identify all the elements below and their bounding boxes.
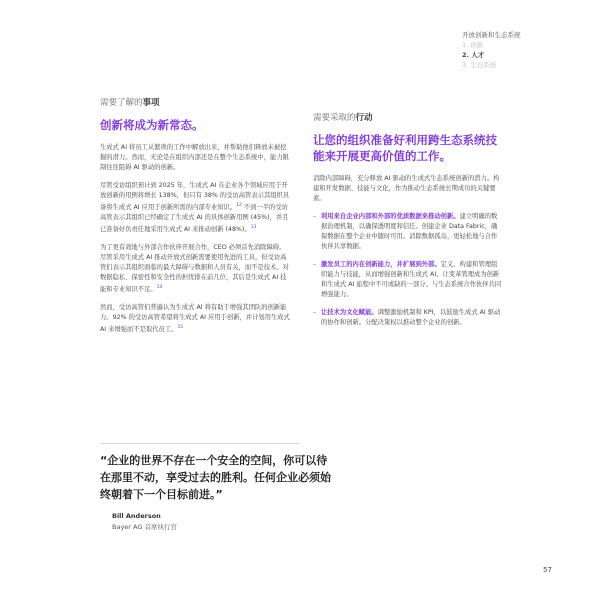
footnote-ref[interactable]: 15: [177, 325, 184, 331]
bullet-body: 建立明确的数据治理机制，以确保透明度和信任。创建企业 Data Fabric，确保数据在整个企业中随时可用。消除数据孤岛，更轻松地与合作伙伴共享数据。: [321, 213, 498, 250]
footnote-ref[interactable]: 13: [250, 225, 257, 231]
paragraph-text: 尽管受访组织预计到 2025 年，生成式 AI 在企业各个领域应用于开放创新的用例将增长 138%，但只有 38% 的受访高管表示其组织具备将生成式 AI 应用于创新所需的内部专业知识。: [100, 182, 290, 212]
page-number: 57: [543, 566, 552, 574]
list-item: [313, 308, 503, 328]
paragraph-text: 生成式 AI 将员工从繁琐的工作中解放出来，并帮助他们释放未被挖掘的潜力。然而，无论是在组织内部还是在整个生态系统中，能力限制往往阻碍 AI 驱动的创新。: [100, 144, 289, 171]
paragraph-text: 不到一半的受访高管表示其组织已经确定了生成式 AI 的具体创新用例 (45%)，并且已准备好负责任地采用生成式 AI 来推动创新 (48%)。: [100, 204, 289, 234]
right-column: [313, 111, 503, 336]
quote-divider: [100, 443, 300, 444]
left-section-heading: [100, 96, 290, 108]
footnote-ref[interactable]: 12: [236, 203, 242, 208]
quote-author-role: Bayer AG 首席执行官: [112, 523, 177, 531]
paragraph: [100, 243, 290, 295]
paragraph: [100, 303, 290, 335]
left-section-prefix: 需要了解的: [100, 98, 143, 108]
paragraph: [100, 181, 290, 235]
footnote-ref[interactable]: 14: [156, 285, 163, 291]
section-nav: [462, 30, 592, 70]
pull-quote: “企业的世界不存在一个安全的空间，你可以待在那里不动，享受过去的胜利。任何企业必须始终朝着下一个目标前进。”: [100, 454, 331, 501]
dash-icon: –: [313, 261, 317, 268]
left-headline: 创新将成为新常态。: [100, 118, 204, 132]
quote-author: Bill Anderson: [112, 512, 161, 520]
nav-item-innovation[interactable]: 1. 创新: [462, 41, 484, 49]
right-intro: 消除内部障碍，充分释放 AI 驱动的生成式生态系统创新的潜力。构建和开发数据、技能与文化，作为推动生态系统长期成功的关键要素。: [313, 175, 500, 202]
dash-icon: –: [313, 213, 317, 220]
paragraph-text: 然而，受访高管们普遍认为生成式 AI 将有助于增强其团队的创新能力。92% 的受访高管希望将生成式 AI 应用于创新，并计划用生成式 AI 来增强而不是取代员工。: [100, 304, 290, 334]
right-headline: 让您的组织准备好利用跨生态系统技能来开展更高价值的工作。: [313, 133, 497, 163]
bullet-body: 调整激励机制和 KPI，以鼓励生成式 AI 驱动的协作和创新。分配决策权以推动整个企业的创新。: [321, 309, 501, 326]
action-list: [313, 212, 503, 328]
nav-item-ecosystem[interactable]: 3. 生态系统: [462, 61, 497, 69]
right-section-prefix: 需要采取的: [313, 113, 356, 123]
nav-title: 开放创新和生态系统: [462, 31, 521, 39]
right-section-bold: 行动: [355, 113, 373, 123]
nav-item-talent[interactable]: 2. 人才: [462, 51, 485, 59]
left-column: [100, 96, 290, 343]
list-item: [313, 260, 503, 300]
bullet-lead: 利用来自企业内部和外部的优质数据来推动创新。: [321, 213, 460, 220]
bullet-lead: 激发员工的内在创新能力，并扩展到外部。: [321, 261, 441, 268]
bullet-lead: 让技术为文化赋能。: [321, 309, 378, 316]
paragraph: [100, 143, 290, 173]
bullet-body: 定义、构建和管理组织能力与技能，从而增强创新和生成式 AI。让变革管理成为创新和生成式 AI 旅程中不可或缺的一部分。与生态系统合作伙伴共同增强能力。: [321, 261, 502, 298]
list-item: [313, 212, 503, 252]
dash-icon: –: [313, 309, 317, 316]
left-section-bold: 事项: [142, 98, 160, 108]
right-section-heading: [313, 111, 503, 123]
paragraph-text: 为了更有效地与外部合作伙伴开展合作，CEO 必须首先消除障碍。尽管采用生成式 AI 推动开放式创新需要使用先进的工具，但受访高管们表示其组织面临的最大障碍与数据和人员有关，而不是技术。对数据隐私、保密性和安全性的担忧排在前几位，其后是生成式 AI 技能和专业知识不足。: [100, 244, 289, 294]
